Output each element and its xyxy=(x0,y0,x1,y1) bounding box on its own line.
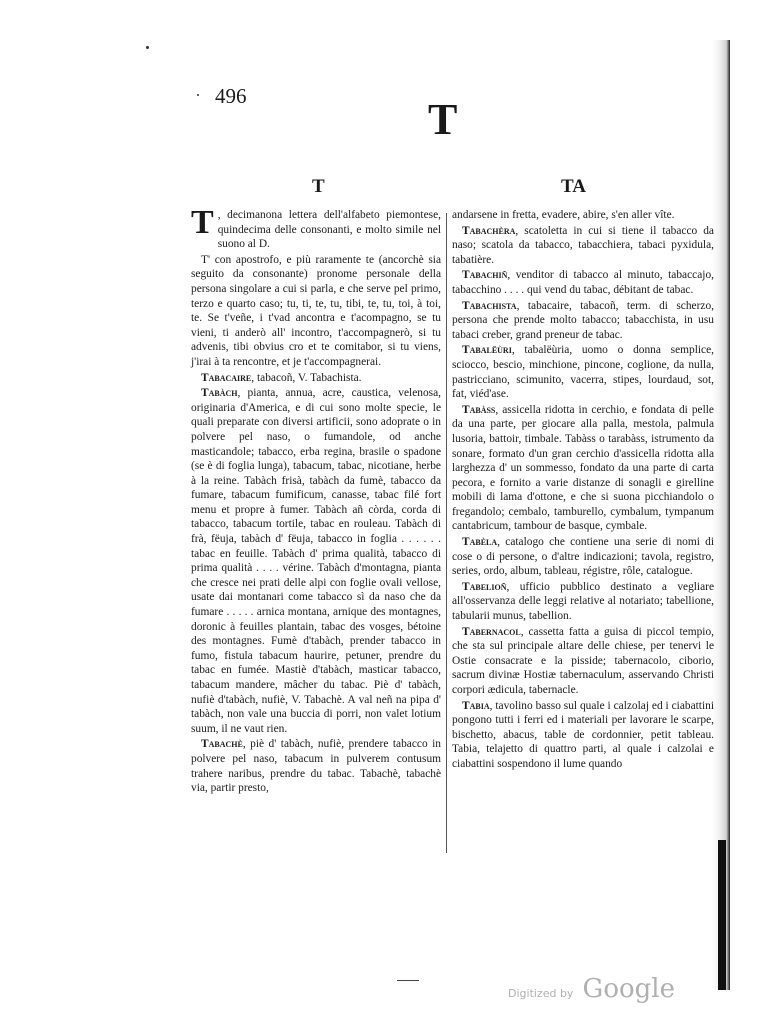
left-column-head: T xyxy=(312,176,325,197)
entry-headword: Tabachè xyxy=(201,738,243,751)
entry-headword: Tabachiñ xyxy=(462,269,508,282)
dictionary-entry xyxy=(452,343,714,401)
entry-text: , tabalëùria, uomo o donna semplice, sciocco, bescio, minchione, pincone, coglione, da nulla, pastricciano, scimunito, vacerra, stipes, lourdaud, sot, fat, viéd'ase. xyxy=(452,344,714,401)
entry-text: , catalogo che contiene una serie di nomi di cose o di persone, o d'altre indicazioni; tavola, registro, series, ordo, album, tableau, régistre, rôle, catalogue. xyxy=(452,536,714,578)
dictionary-entry xyxy=(191,204,441,252)
entry-text: , cassetta fatta a guisa di piccol tempio, che sta sul principale altare delle chiese, per tenervi le Ostie consacrate e la pisside; tabernacolo, ciborio, sacrum divinæ Hostiæ tabernaculum, asservando Christi corpori ædicula, tabernacle. xyxy=(452,625,714,696)
entry-text: , pianta, annua, acre, caustica, velenosa, originaria d'America, e di cui sono molte specie, le quali preparate con diversi artificii, sono adoprate o in polvere pel naso, o fumandole, od anche masticandole; tabacco, erba regina, brasile o spadone (se è di foglia lunga), tabacum, tabac, nicotiane, herbe à la reine. Tabàch frisà, tabàch da fumè, tabacco da fumare, tabacum fumificum, canasse, tabac filé fort menu et propre à fumer. Tabàch añ còrda, corda di tabacco, tabacum tortile, tabac en rouleau. Tabàch di frà, fëuja, tabàch d' fëuja, tabacco in foglia . . . . . . tabac en feuille. Tabàch d' prima qualità, tabacco di prima qualità . . . . vérine. Tabàch d'montagna, pianta che cresce nei prati delle alpi con foglie ovali vellose, usate dai montanari come tabacco sì da naso che da fumare . . . . . arnica montana, arnique des montagnes, doronic à feuilles plantain, tabac des vosges, bétoine des montagnes. Fumè d'tabàch, prender tabacco in fumo, fistula tabacum haurire, petuner, prendre du tabac en fumée. Mastiè d'tabàch, masticar tabacco, tabacum mandere, mâcher du tabac. Piè d' tabàch, nufiè d'tabàch, nufiè, V. Tabachè. A val neñ na pipa d' tabàch, non vale una buccia di porri, non valet lotium suum, il ne vaut rien. xyxy=(191,387,441,735)
digitized-watermark xyxy=(508,974,675,1004)
catchword-mark xyxy=(397,980,419,981)
dictionary-entry xyxy=(191,253,441,370)
dictionary-entry xyxy=(452,699,714,772)
dictionary-entry xyxy=(452,224,714,268)
dictionary-entry xyxy=(191,386,441,736)
entry-headword: Tabacaire xyxy=(201,371,252,384)
dictionary-entry xyxy=(452,299,714,343)
column-divider xyxy=(446,213,447,853)
dictionary-entry xyxy=(191,371,441,386)
entry-headword: Tabelioñ xyxy=(462,580,507,593)
entry-text: , tavolino basso sul quale i calzolaj ed i ciabattini pongono tutti i ferri ed i materiali per lavorare le scarpe, bischetto, abacus, table de cordonnier, petit tableau. Tabia, telajetto di quattro parti, al quale i calzolai e ciabattini sospendono il lume quando xyxy=(452,699,714,770)
page-edge-dark xyxy=(718,840,726,990)
entry-text: , scatoletta in cui si tiene il tabacco da naso; scatola da tabacco, tabacchiera, tabaci pyxidula, tabatière. xyxy=(452,224,714,266)
entry-headword: Tabachista xyxy=(462,299,517,312)
entry-text: , venditor di tabacco al minuto, tabaccajo, tabacchino . . . . qui vend du tabac, débitant de tabac. xyxy=(452,269,714,296)
drop-cap: T xyxy=(191,204,214,241)
page-number: 496 xyxy=(215,84,247,108)
entry-headword: Tabernacol xyxy=(462,625,521,638)
dictionary-entry xyxy=(452,625,714,698)
entry-headword: Tabàss xyxy=(462,403,496,416)
left-column xyxy=(191,204,441,797)
ink-speck xyxy=(197,94,199,96)
dictionary-entry xyxy=(452,403,714,534)
section-letter: T xyxy=(428,95,458,144)
entry-text: , tabacaire, tabacoñ, term. di scherzo, persona che prende molto tabacco; tabacchista, in usu tabaci creber, grand preneur de tabac. xyxy=(452,299,714,341)
entry-headword: Tabia xyxy=(462,699,490,712)
watermark-brand: Google xyxy=(582,974,675,1004)
entry-text: , tabacoñ, V. Tabachista. xyxy=(251,371,362,384)
entry-headword: Tabachèra xyxy=(462,224,516,237)
right-column-head: TA xyxy=(561,176,586,197)
entry-text: , decimanona lettera dell'alfabeto piemontese, quindecima delle consonanti, e molto simile nel suono al D. xyxy=(217,209,441,251)
dictionary-entry xyxy=(452,208,714,223)
dictionary-entry xyxy=(452,268,714,297)
right-column xyxy=(452,208,714,773)
ink-speck xyxy=(146,46,149,49)
entry-text: T' con apostrofo, e più raramente te (ancorchè sia seguito da consonante) pronome personale della persona singolare a cui si parla, e che serve pel primo, terzo e quarto caso; tu, ti, te, tu, tibi, te, tu, toi, à toi, te. Se t'veñe, i t'vad ancontra e t'acompagno, se tu vieni, ti anderò all' incontro, t'accompagnerò, si tu advenis, tibi obvius cro et te comitabor, si tu viens, j'irai à ta rencontre, et je t'accompagnerai. xyxy=(191,253,441,368)
entry-headword: Tabèla xyxy=(462,536,498,549)
entry-text: , piè d' tabàch, nufiè, prendere tabacco in polvere pel naso, tabacum in pulverem contusum trahere naribus, prendre du tabac. Tabachè, tabachè via, partir presto, xyxy=(191,738,441,795)
entry-text: , ufficio pubblico destinato a vegliare all'osservanza delle leggi relative al notariato; tabellione, tabularii munus, tabellion. xyxy=(452,580,714,623)
watermark-prefix: Digitized by xyxy=(508,987,574,1000)
entry-text: , assicella ridotta in cerchio, e fondata di pelle da una parte, per giocare alla palla, mestola, palmula lusoria, battoir, timbale. Tabàss o tarabàss, istrumento da sonare, formato d'un gran cerchio d'assicella ridotta alla larghezza d' un sommesso, fondato da una parte di carta pecora, e fornito a varie distanze di sonagli e girelline mobili di lama d'ottone, e che si suona picchiandolo o fregandolo; cembalo, tamburello, cymbalum, tympanum cantabricum, tambour de basque, cymbale. xyxy=(452,403,714,533)
dictionary-entry xyxy=(452,535,714,579)
entry-text: andarsene in fretta, evadere, abire, s'en aller vîte. xyxy=(452,209,675,221)
dictionary-entry xyxy=(452,580,714,624)
entry-headword: Tabàch xyxy=(201,387,238,400)
dictionary-entry xyxy=(191,737,441,795)
entry-headword: Tabalëùri xyxy=(462,344,512,357)
